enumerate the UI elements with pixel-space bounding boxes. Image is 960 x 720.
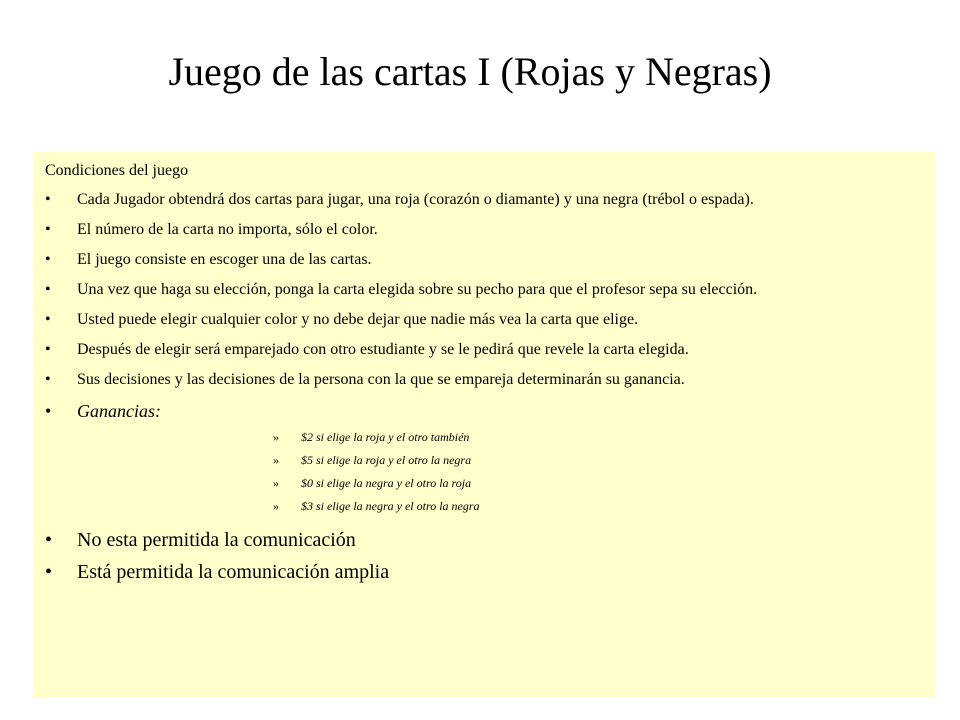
bullet-icon: • (45, 311, 51, 328)
bullet-icon: • (45, 221, 51, 238)
sub-bullet-icon: » (273, 453, 279, 467)
bullet-icon: • (45, 251, 51, 268)
list-item-text: Cada Jugador obtendrá dos cartas para jugar, una roja (corazón o diamante) y una negra (trébol o espada). (77, 191, 754, 208)
earnings-text: $2 si elige la roja y el otro también (301, 430, 470, 444)
bullet-icon: • (45, 191, 51, 208)
list-item-text: Después de elegir será emparejado con otro estudiante y se le pedirá que revele la carta elegida. (77, 341, 689, 358)
list-item-text: Una vez que haga su elección, ponga la carta elegida sobre su pecho para que el profesor sepa su elección. (77, 281, 758, 298)
sub-bullet-icon: » (273, 476, 279, 490)
list-item-communication (43, 558, 913, 586)
earnings-list (77, 426, 913, 518)
bullet-icon: • (45, 281, 51, 298)
list-item (43, 278, 913, 302)
bullet-icon: • (45, 401, 52, 421)
list-item-text: El número de la carta no importa, sólo el color. (77, 221, 378, 238)
earnings-row (77, 449, 913, 472)
list-item-text: Usted puede elegir cualquier color y no debe dejar que nadie más vea la carta que elige. (77, 311, 639, 328)
earnings-row (77, 495, 913, 518)
bullet-icon: • (45, 341, 51, 358)
list-item-text: No esta permitida la comunicación (77, 529, 356, 551)
conditions-list (43, 188, 913, 586)
bullet-icon: • (45, 561, 53, 583)
earnings-text: $3 si elige la negra y el otro la negra (301, 499, 480, 513)
earnings-label: Ganancias: (77, 401, 161, 421)
list-item (43, 368, 913, 392)
earnings-row (77, 426, 913, 449)
content-box (33, 152, 935, 697)
bullet-icon: • (45, 371, 51, 388)
list-item-text: El juego consiste en escoger una de las cartas. (77, 251, 372, 268)
list-item-text: Está permitida la comunicación amplia (77, 561, 390, 583)
list-item (43, 188, 913, 212)
list-item-text: Sus decisiones y las decisiones de la persona con la que se empareja determinarán su ganancia. (77, 371, 685, 388)
list-item (43, 248, 913, 272)
earnings-text: $0 si elige la negra y el otro la roja (301, 476, 472, 490)
earnings-text: $5 si elige la roja y el otro la negra (301, 453, 472, 467)
list-item (43, 308, 913, 332)
list-item-no-communication (43, 526, 913, 554)
list-item (43, 338, 913, 362)
sub-bullet-icon: » (273, 430, 279, 444)
slide-title: Juego de las cartas I (Rojas y Negras) (168, 49, 772, 94)
earnings-row (77, 472, 913, 495)
bullet-icon: • (45, 529, 53, 551)
earnings-item (43, 398, 913, 518)
conditions-heading: Condiciones del juego (45, 162, 189, 179)
list-item (43, 218, 913, 242)
sub-bullet-icon: » (273, 499, 279, 513)
